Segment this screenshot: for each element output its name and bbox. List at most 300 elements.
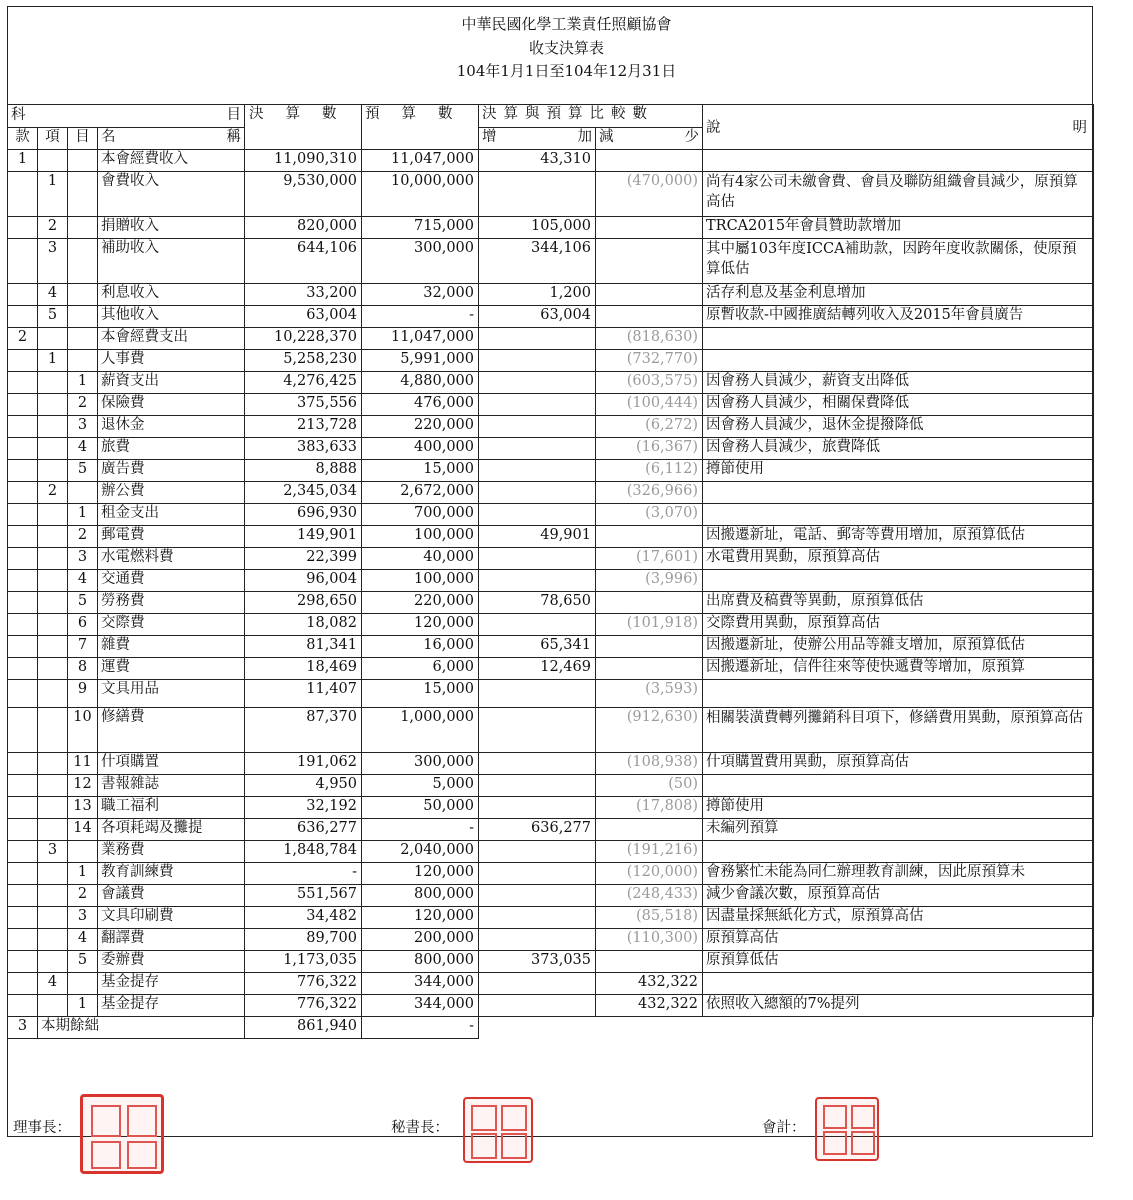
kuan-cell [8, 841, 38, 863]
decrease-value [596, 592, 703, 614]
item-name: 雜費 [98, 636, 245, 658]
xiang-cell [38, 819, 68, 841]
budget-value: 120,000 [362, 907, 479, 929]
kuan-cell: 2 [8, 328, 38, 350]
item-name: 利息收入 [98, 284, 245, 306]
actual-value: 87,370 [245, 708, 362, 753]
item-name: 本期餘絀 [38, 1017, 245, 1039]
mu-cell: 2 [68, 885, 98, 907]
report-title: 收支決算表 [528, 39, 604, 57]
increase-value [479, 460, 596, 482]
table-row [8, 658, 1094, 680]
kuan-cell [8, 885, 38, 907]
table-row [8, 885, 1094, 907]
item-name: 委辦費 [98, 951, 245, 973]
budget-value: 800,000 [362, 885, 479, 907]
secretary-label: 秘書長： [391, 1120, 449, 1136]
actual-value: 298,650 [245, 592, 362, 614]
item-name: 什項購置 [98, 753, 245, 775]
kuan-cell [8, 284, 38, 306]
actual-value: 1,848,784 [245, 841, 362, 863]
mu-cell: 5 [68, 951, 98, 973]
increase-value [479, 995, 596, 1017]
decrease-value: (732,770) [596, 350, 703, 372]
table-row [8, 372, 1094, 394]
xiang-header: 項 [38, 128, 68, 150]
kuan-cell [8, 929, 38, 951]
decrease-value: (3,593) [596, 680, 703, 708]
note-cell: 撙節使用 [703, 460, 1094, 482]
xiang-cell [38, 907, 68, 929]
note-cell: 因會務人員減少，相關保費降低 [703, 394, 1094, 416]
table-row [8, 708, 1094, 753]
mu-cell [68, 217, 98, 239]
chairman-label: 理事長： [13, 1120, 71, 1136]
decrease-value: (3,996) [596, 570, 703, 592]
note-cell: 會務繁忙未能為同仁辦理教育訓練，因此原預算未 [703, 863, 1094, 885]
mu-cell [68, 482, 98, 504]
note-cell: 因搬遷新址，信件往來等使快遞費等增加，原預算 [703, 658, 1094, 680]
decrease-value: (3,070) [596, 504, 703, 526]
xiang-cell [38, 753, 68, 775]
item-name: 勞務費 [98, 592, 245, 614]
decrease-value [596, 658, 703, 680]
budget-value: - [362, 819, 479, 841]
item-name: 郵電費 [98, 526, 245, 548]
note-cell: 原預算低估 [703, 951, 1094, 973]
actual-value: 4,950 [245, 775, 362, 797]
item-name: 薪資支出 [98, 372, 245, 394]
actual-value: 1,173,035 [245, 951, 362, 973]
note-cell [703, 328, 1094, 350]
header-row-1 [8, 105, 1094, 128]
increase-value [479, 438, 596, 460]
kuan-cell [8, 172, 38, 217]
item-name: 保險費 [98, 394, 245, 416]
note-cell: 其中屬103年度ICCA補助款，因跨年度收款關係，使原預算低估 [703, 239, 1094, 284]
mu-cell: 9 [68, 680, 98, 708]
actual-value: 861,940 [245, 1017, 362, 1039]
decrease-value: 432,322 [596, 995, 703, 1017]
table-row [8, 328, 1094, 350]
mu-cell: 4 [68, 570, 98, 592]
xiang-cell [38, 504, 68, 526]
kuan-cell [8, 863, 38, 885]
actual-value: 776,322 [245, 973, 362, 995]
actual-value: 34,482 [245, 907, 362, 929]
decrease-value: (120,000) [596, 863, 703, 885]
xiang-cell [38, 592, 68, 614]
actual-value: 2,345,034 [245, 482, 362, 504]
xiang-cell [38, 416, 68, 438]
decrease-value: (108,938) [596, 753, 703, 775]
budget-value: 2,672,000 [362, 482, 479, 504]
xiang-cell [38, 328, 68, 350]
xiang-cell: 4 [38, 973, 68, 995]
increase-value [479, 394, 596, 416]
note-cell [703, 841, 1094, 863]
table-row [8, 775, 1094, 797]
mu-cell: 3 [68, 416, 98, 438]
note-cell [703, 482, 1094, 504]
table-row [8, 172, 1094, 217]
table-row [8, 504, 1094, 526]
decrease-value [596, 951, 703, 973]
mu-cell: 1 [68, 995, 98, 1017]
actual-header: 決算數 [245, 105, 362, 150]
xiang-cell [38, 438, 68, 460]
kuan-cell [8, 438, 38, 460]
mu-cell: 8 [68, 658, 98, 680]
item-name: 會費收入 [98, 172, 245, 217]
increase-value: 49,901 [479, 526, 596, 548]
increase-value: 78,650 [479, 592, 596, 614]
budget-value: 5,991,000 [362, 350, 479, 372]
subject-header [8, 105, 245, 128]
kuan-cell [8, 819, 38, 841]
decrease-value: (191,216) [596, 841, 703, 863]
increase-value [479, 570, 596, 592]
table-row [8, 570, 1094, 592]
decrease-value: (326,966) [596, 482, 703, 504]
increase-value [479, 775, 596, 797]
budget-value: 400,000 [362, 438, 479, 460]
table-row [8, 929, 1094, 951]
increase-value [479, 841, 596, 863]
compare-header: 決算與預算比較數 [479, 105, 703, 128]
xiang-cell [38, 863, 68, 885]
increase-value [479, 350, 596, 372]
kuan-cell [8, 658, 38, 680]
mu-cell [68, 973, 98, 995]
table-row [8, 614, 1094, 636]
budget-value: 120,000 [362, 614, 479, 636]
table-row [8, 973, 1094, 995]
mu-header: 目 [68, 128, 98, 150]
actual-value: 551,567 [245, 885, 362, 907]
xiang-cell: 2 [38, 482, 68, 504]
actual-value: 644,106 [245, 239, 362, 284]
actual-value: 18,082 [245, 614, 362, 636]
table-row [8, 217, 1094, 239]
decrease-value: (85,518) [596, 907, 703, 929]
subject-header-right: 目 [226, 107, 241, 123]
note-cell: 因搬遷新址，電話、郵寄等費用增加，原預算低估 [703, 526, 1094, 548]
increase-value [479, 863, 596, 885]
mu-cell: 3 [68, 548, 98, 570]
note-cell: TRCA2015年會員贊助款增加 [703, 217, 1094, 239]
table-row [8, 819, 1094, 841]
xiang-cell [38, 394, 68, 416]
decrease-value: (470,000) [596, 172, 703, 217]
mu-cell: 4 [68, 438, 98, 460]
kuan-cell [8, 995, 38, 1017]
xiang-cell: 1 [38, 172, 68, 217]
xiang-cell [38, 548, 68, 570]
decrease-value: (912,630) [596, 708, 703, 753]
xiang-cell [38, 636, 68, 658]
note-cell: 依照收入總額的7%提列 [703, 995, 1094, 1017]
decrease-header: 減 少 [596, 128, 703, 150]
note-cell [703, 350, 1094, 372]
xiang-cell [38, 797, 68, 819]
mu-cell: 12 [68, 775, 98, 797]
decrease-value: (50) [596, 775, 703, 797]
increase-value [479, 973, 596, 995]
xiang-cell [38, 526, 68, 548]
item-name: 會議費 [98, 885, 245, 907]
table-row [8, 841, 1094, 863]
increase-value [479, 416, 596, 438]
table-row [8, 284, 1094, 306]
decrease-value: (17,808) [596, 797, 703, 819]
decrease-value: (110,300) [596, 929, 703, 951]
item-name: 人事費 [98, 350, 245, 372]
decrease-value [596, 239, 703, 284]
budget-value: - [362, 1017, 479, 1039]
blank-cell [479, 1017, 1094, 1039]
budget-value: 4,880,000 [362, 372, 479, 394]
note-cell: 交際費用異動，原預算高估 [703, 614, 1094, 636]
note-cell: 出席費及稿費等異動，原預算低估 [703, 592, 1094, 614]
table-row [8, 350, 1094, 372]
mu-cell: 7 [68, 636, 98, 658]
xiang-cell: 3 [38, 239, 68, 284]
budget-value: 300,000 [362, 239, 479, 284]
decrease-value: (16,367) [596, 438, 703, 460]
item-name: 文具印刷費 [98, 907, 245, 929]
note-cell: 什項購置費用異動，原預算高估 [703, 753, 1094, 775]
increase-value: 344,106 [479, 239, 596, 284]
mu-cell: 2 [68, 526, 98, 548]
increase-value [479, 753, 596, 775]
kuan-cell [8, 416, 38, 438]
decrease-value: (100,444) [596, 394, 703, 416]
note-cell: 因會務人員減少，薪資支出降低 [703, 372, 1094, 394]
decrease-value: (818,630) [596, 328, 703, 350]
increase-value [479, 797, 596, 819]
table-row [8, 460, 1094, 482]
mu-cell: 1 [68, 863, 98, 885]
decrease-value: (6,272) [596, 416, 703, 438]
actual-value: 696,930 [245, 504, 362, 526]
item-name: 翻譯費 [98, 929, 245, 951]
budget-value: 200,000 [362, 929, 479, 951]
kuan-cell [8, 394, 38, 416]
item-name: 交通費 [98, 570, 245, 592]
table-row [8, 150, 1094, 172]
note-cell [703, 680, 1094, 708]
mu-cell: 2 [68, 394, 98, 416]
kuan-cell [8, 239, 38, 284]
kuan-cell [8, 526, 38, 548]
decrease-value [596, 284, 703, 306]
item-name: 旅費 [98, 438, 245, 460]
table-row [8, 863, 1094, 885]
item-name: 辦公費 [98, 482, 245, 504]
note-cell: 減少會議次數，原預算高估 [703, 885, 1094, 907]
secretary-seal [463, 1097, 533, 1163]
xiang-cell [38, 658, 68, 680]
table-row [8, 951, 1094, 973]
table-row [8, 995, 1094, 1017]
item-name: 交際費 [98, 614, 245, 636]
table-row [8, 797, 1094, 819]
xiang-cell [38, 460, 68, 482]
budget-value: 6,000 [362, 658, 479, 680]
item-name: 其他收入 [98, 306, 245, 328]
decrease-value: (248,433) [596, 885, 703, 907]
chairman-seal [80, 1094, 164, 1174]
budget-value: 1,000,000 [362, 708, 479, 753]
budget-value: 800,000 [362, 951, 479, 973]
mu-cell [68, 328, 98, 350]
xiang-cell [38, 680, 68, 708]
budget-value: 300,000 [362, 753, 479, 775]
kuan-cell [8, 775, 38, 797]
mu-cell: 1 [68, 372, 98, 394]
item-name: 職工福利 [98, 797, 245, 819]
xiang-cell [38, 929, 68, 951]
budget-value: 120,000 [362, 863, 479, 885]
increase-value: 43,310 [479, 150, 596, 172]
xiang-cell: 2 [38, 217, 68, 239]
actual-value: - [245, 863, 362, 885]
increase-value: 105,000 [479, 217, 596, 239]
note-cell: 因盡量採無紙化方式，原預算高估 [703, 907, 1094, 929]
increase-value [479, 504, 596, 526]
xiang-cell: 5 [38, 306, 68, 328]
budget-value: 50,000 [362, 797, 479, 819]
note-cell: 撙節使用 [703, 797, 1094, 819]
kuan-cell: 3 [8, 1017, 38, 1039]
item-name: 各項耗竭及攤提 [98, 819, 245, 841]
actual-value: 4,276,425 [245, 372, 362, 394]
mu-cell [68, 284, 98, 306]
budget-value: 100,000 [362, 526, 479, 548]
budget-value: 344,000 [362, 995, 479, 1017]
decrease-value [596, 819, 703, 841]
note-cell: 活存利息及基金利息增加 [703, 284, 1094, 306]
budget-value: 2,040,000 [362, 841, 479, 863]
actual-value: 81,341 [245, 636, 362, 658]
kuan-cell [8, 570, 38, 592]
note-cell: 尚有4家公司未繳會費、會員及聯防組織會員減少，原預算高估 [703, 172, 1094, 217]
kuan-cell [8, 708, 38, 753]
budget-value: 11,047,000 [362, 328, 479, 350]
accountant-seal [815, 1097, 879, 1161]
table-row [8, 394, 1094, 416]
mu-cell [68, 172, 98, 217]
kuan-cell [8, 548, 38, 570]
name-header: 名 稱 [98, 128, 245, 150]
actual-value: 383,633 [245, 438, 362, 460]
mu-cell [68, 239, 98, 284]
note-cell [703, 504, 1094, 526]
actual-value: 22,399 [245, 548, 362, 570]
xiang-cell: 1 [38, 350, 68, 372]
mu-cell [68, 306, 98, 328]
xiang-cell: 3 [38, 841, 68, 863]
kuan-cell [8, 460, 38, 482]
item-name: 業務費 [98, 841, 245, 863]
budget-value: 10,000,000 [362, 172, 479, 217]
budget-value: 700,000 [362, 504, 479, 526]
item-name: 教育訓練費 [98, 863, 245, 885]
note-cell: 原暫收款-中國推廣結轉列收入及2015年會員廣告 [703, 306, 1094, 328]
table-row [8, 753, 1094, 775]
budget-value: 15,000 [362, 680, 479, 708]
increase-value: 1,200 [479, 284, 596, 306]
item-name: 書報雜誌 [98, 775, 245, 797]
note-cell: 因會務人員減少，退休金提撥降低 [703, 416, 1094, 438]
actual-value: 11,090,310 [245, 150, 362, 172]
actual-value: 9,530,000 [245, 172, 362, 217]
kuan-cell [8, 217, 38, 239]
item-name: 修繕費 [98, 708, 245, 753]
kuan-cell [8, 973, 38, 995]
increase-value [479, 885, 596, 907]
mu-cell: 13 [68, 797, 98, 819]
increase-value: 373,035 [479, 951, 596, 973]
item-name: 基金提存 [98, 995, 245, 1017]
note-header: 說 明 [703, 105, 1094, 150]
budget-value: 476,000 [362, 394, 479, 416]
kuan-cell [8, 951, 38, 973]
item-name: 文具用品 [98, 680, 245, 708]
decrease-value [596, 217, 703, 239]
budget-value: 11,047,000 [362, 150, 479, 172]
surplus-row [8, 1017, 1094, 1039]
increase-value: 63,004 [479, 306, 596, 328]
mu-cell [68, 150, 98, 172]
actual-value: 375,556 [245, 394, 362, 416]
mu-cell: 11 [68, 753, 98, 775]
decrease-value [596, 150, 703, 172]
actual-value: 18,469 [245, 658, 362, 680]
table-row [8, 680, 1094, 708]
table-row [8, 636, 1094, 658]
actual-value: 820,000 [245, 217, 362, 239]
budget-value: 40,000 [362, 548, 479, 570]
xiang-cell [38, 372, 68, 394]
xiang-cell [38, 708, 68, 753]
kuan-cell [8, 372, 38, 394]
decrease-value: (603,575) [596, 372, 703, 394]
increase-value [479, 172, 596, 217]
increase-header: 增 加 [479, 128, 596, 150]
budget-value: 715,000 [362, 217, 479, 239]
actual-value: 191,062 [245, 753, 362, 775]
mu-cell: 6 [68, 614, 98, 636]
budget-value: - [362, 306, 479, 328]
signature-row [7, 1090, 1093, 1137]
mu-cell: 10 [68, 708, 98, 753]
kuan-cell [8, 636, 38, 658]
kuan-cell [8, 753, 38, 775]
increase-value [479, 482, 596, 504]
xiang-cell [38, 775, 68, 797]
kuan-cell [8, 504, 38, 526]
budget-value: 15,000 [362, 460, 479, 482]
item-name: 本會經費收入 [98, 150, 245, 172]
actual-value: 32,192 [245, 797, 362, 819]
table-row [8, 306, 1094, 328]
decrease-value: (101,918) [596, 614, 703, 636]
note-cell: 相關裝潢費轉列攤銷科目項下，修繕費用異動，原預算高估 [703, 708, 1094, 753]
increase-value [479, 614, 596, 636]
kuan-cell [8, 482, 38, 504]
